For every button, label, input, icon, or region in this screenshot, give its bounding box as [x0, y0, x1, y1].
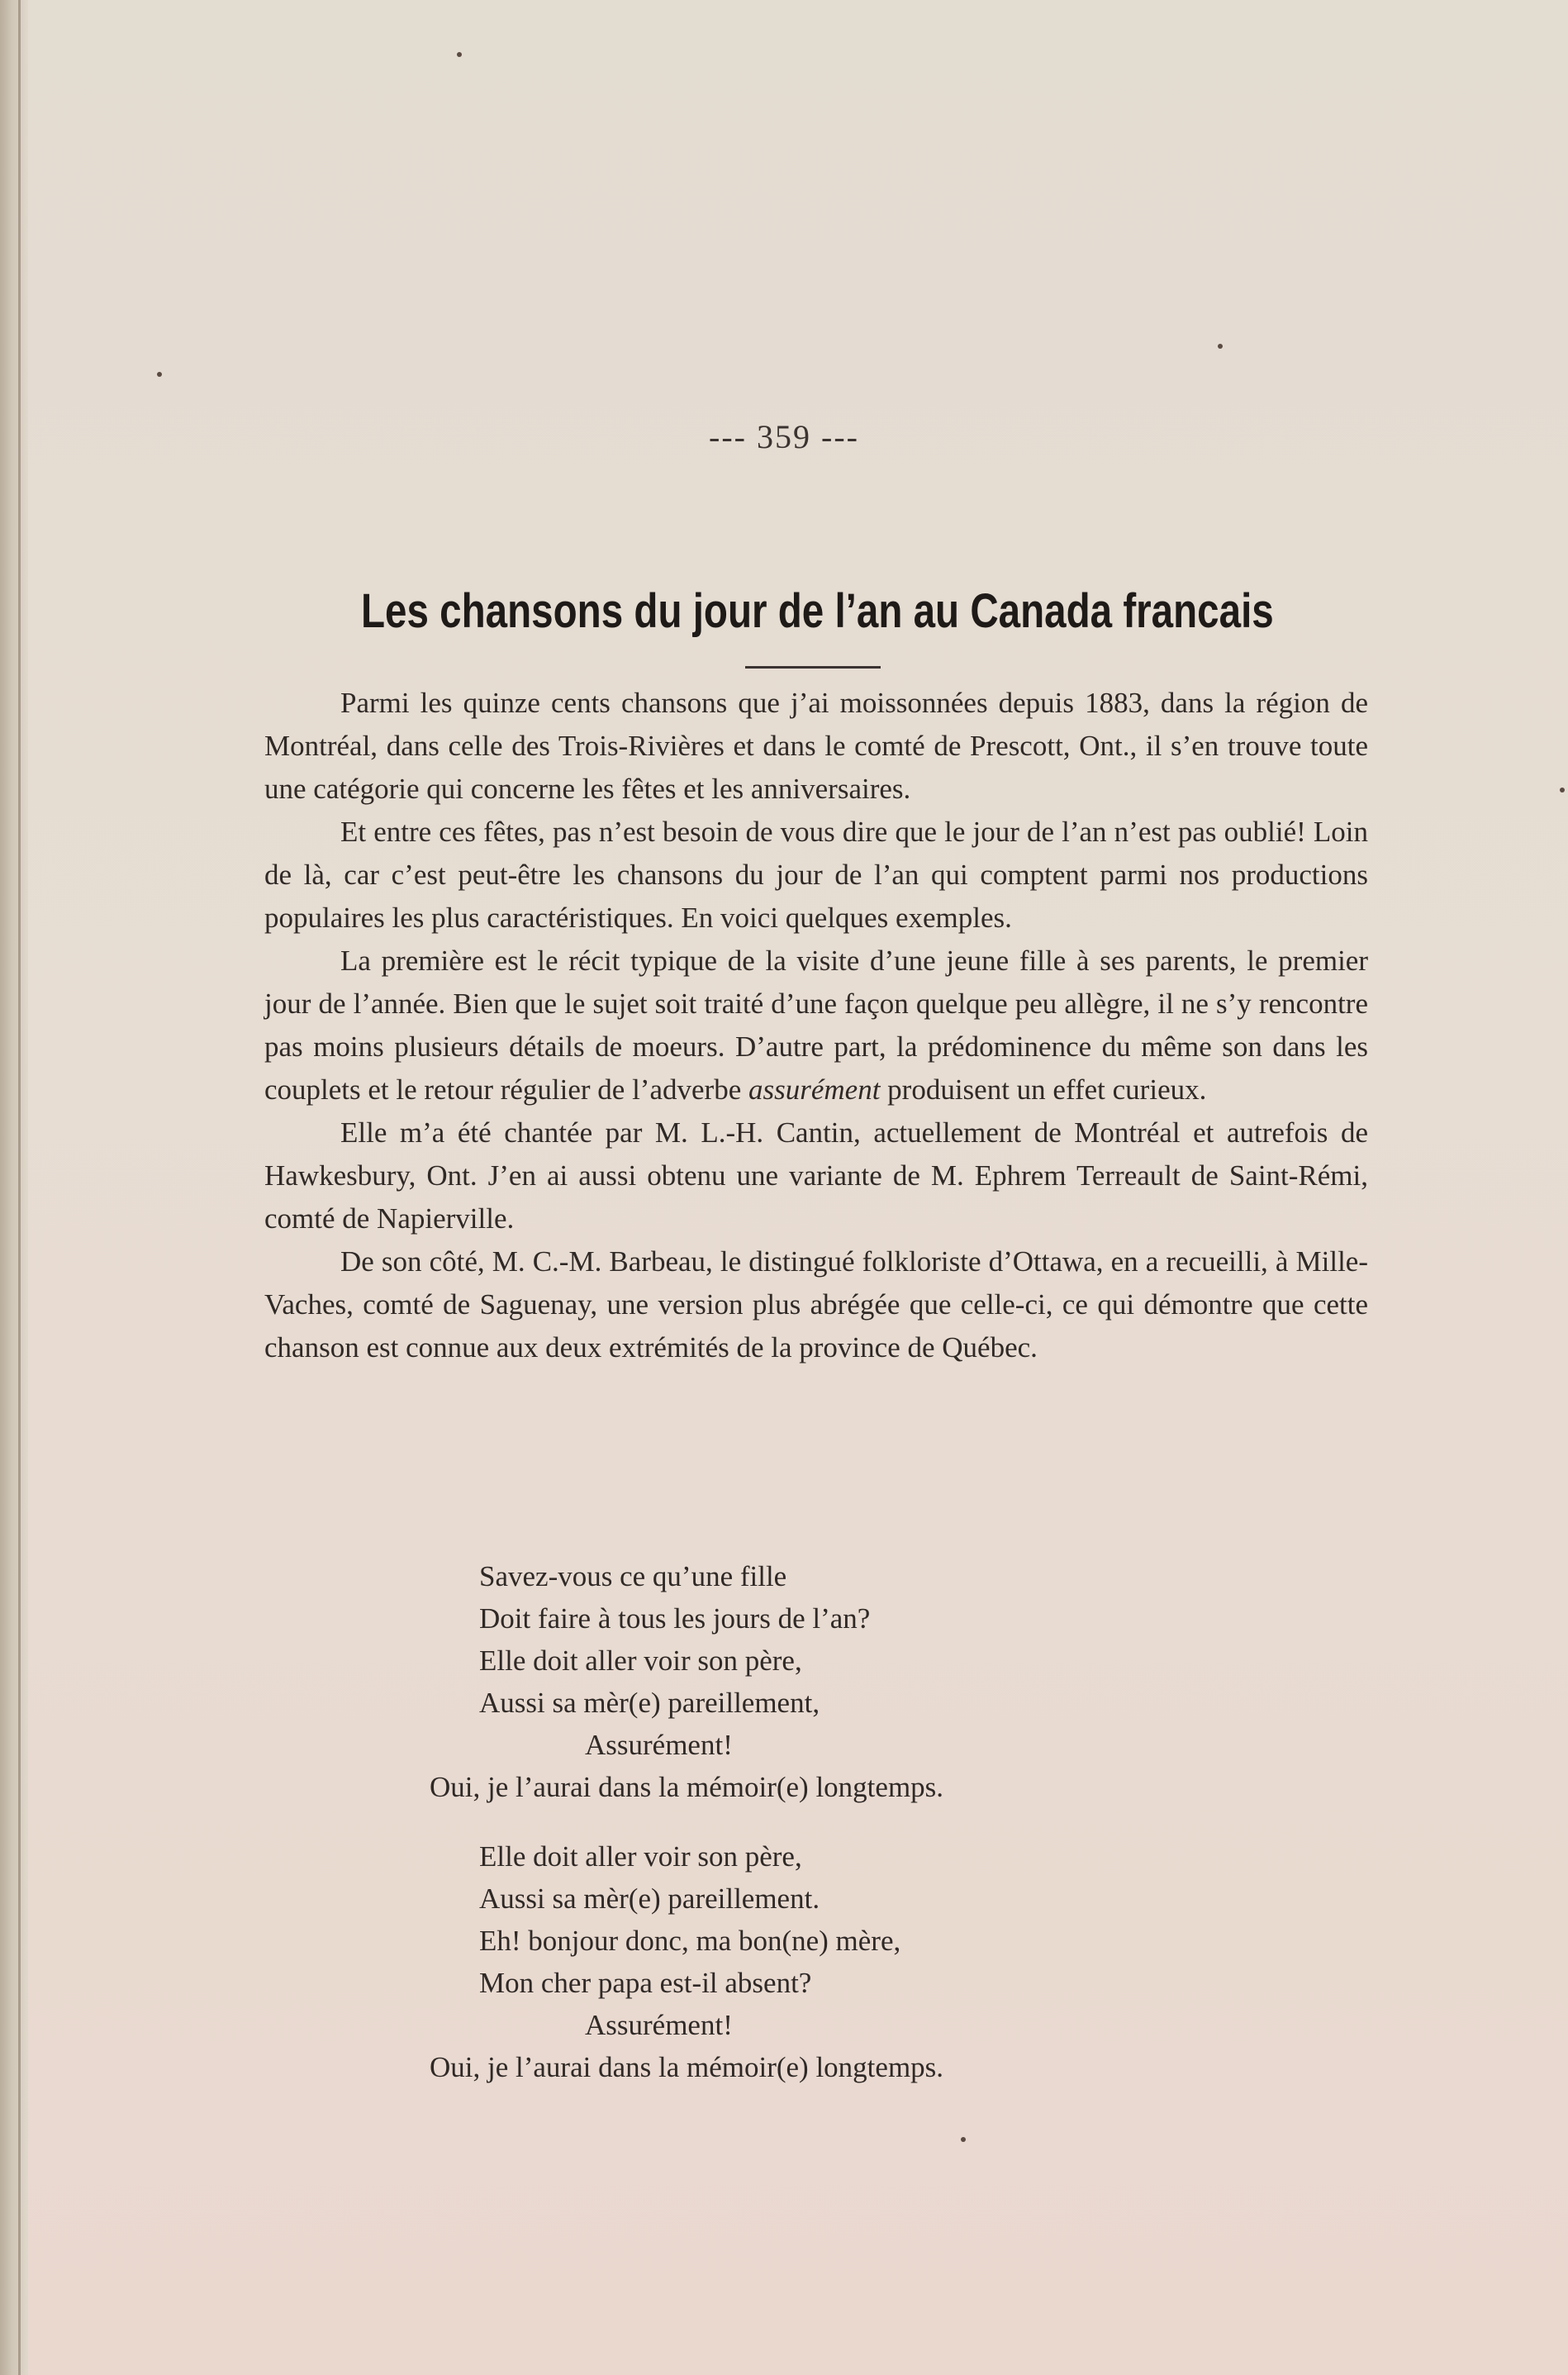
paper-speck — [1218, 344, 1223, 349]
paragraph: De son côté, M. C.-M. Barbeau, le distingué folkloriste d’Ottawa, en a recueilli, à Mille-Vaches, comté de Saguenay, une version plus abrégée que celle-ci, ce qui démontre que cette chanson est connue aux deux extrémités de la province de Québec. — [264, 1245, 1368, 1364]
emphasized-word: assurément — [748, 1073, 881, 1106]
title-divider — [745, 666, 881, 669]
paper-speck — [1560, 788, 1565, 792]
song-stanza — [430, 1835, 944, 2088]
verse-line: Doit faire à tous les jours de l’an? — [479, 1602, 871, 1635]
page-number: --- 359 --- — [709, 418, 859, 455]
verse-line: Savez-vous ce qu’une fille — [479, 1560, 787, 1592]
verse-line: Eh! bonjour donc, ma bon(ne) mère, — [479, 1925, 901, 1957]
paper-speck — [157, 372, 162, 377]
book-spine-shadow — [0, 0, 28, 2375]
paragraph: Et entre ces fêtes, pas n’est besoin de vous dire que le jour de l’an n’est pas oublié! Loin de là, car c’est peut-être les chansons du jour de l’an qui comptent parmi nos productions populaires les plus caractéristiques. En voici quelques exemples. — [264, 816, 1368, 934]
paragraph: Elle m’a été chantée par M. L.-H. Cantin, actuellement de Montréal et autrefois de Hawkesbury, Ont. J’en ai aussi obtenu une variante de M. Ephrem Terreault de Saint-Rémi, comté de Napierville. — [264, 1116, 1368, 1235]
paragraph: La première est le récit typique de la visite d’une jeune fille à ses parents, le premier jour de l’année. Bien que le sujet soit traité d’une façon quelque peu allègre, il ne s’y rencontre pas moins plusieurs détails de moeurs. D’autre part, la prédominence du même son dans les couplets et le retour régulier de l’adverbe assurément produisent un effet curieux. — [264, 945, 1368, 1106]
verse-line: Aussi sa mèr(e) pareillement. — [479, 1882, 820, 1915]
article-body — [264, 682, 1368, 1369]
refrain-line: Oui, je l’aurai dans la mémoir(e) longtemps. — [430, 1771, 944, 1803]
paper-speck — [457, 52, 462, 57]
paper-speck — [961, 2137, 966, 2142]
verse-line: Elle doit aller voir son père, — [479, 1840, 802, 1873]
song-stanza — [430, 1555, 944, 1808]
paragraph: Parmi les quinze cents chansons que j’ai moissonnées depuis 1883, dans la région de Montréal, dans celle des Trois-Rivières et dans le comté de Prescott, Ont., il s’en trouve toute une catégorie qui concerne les fêtes et les anniversaires. — [264, 687, 1368, 805]
refrain-line: Assurément! — [585, 2009, 733, 2041]
verse-line: Aussi sa mèr(e) pareillement, — [479, 1687, 820, 1719]
refrain-line: Assurément! — [585, 1729, 733, 1761]
book-spine-edge — [18, 0, 21, 2375]
verse-line: Mon cher papa est-il absent? — [479, 1967, 812, 1999]
verse-line: Elle doit aller voir son père, — [479, 1644, 802, 1677]
article-title: Les chansons du jour de l’an au Canada francais — [361, 584, 1274, 638]
refrain-line: Oui, je l’aurai dans la mémoir(e) longtemps. — [430, 2051, 944, 2083]
